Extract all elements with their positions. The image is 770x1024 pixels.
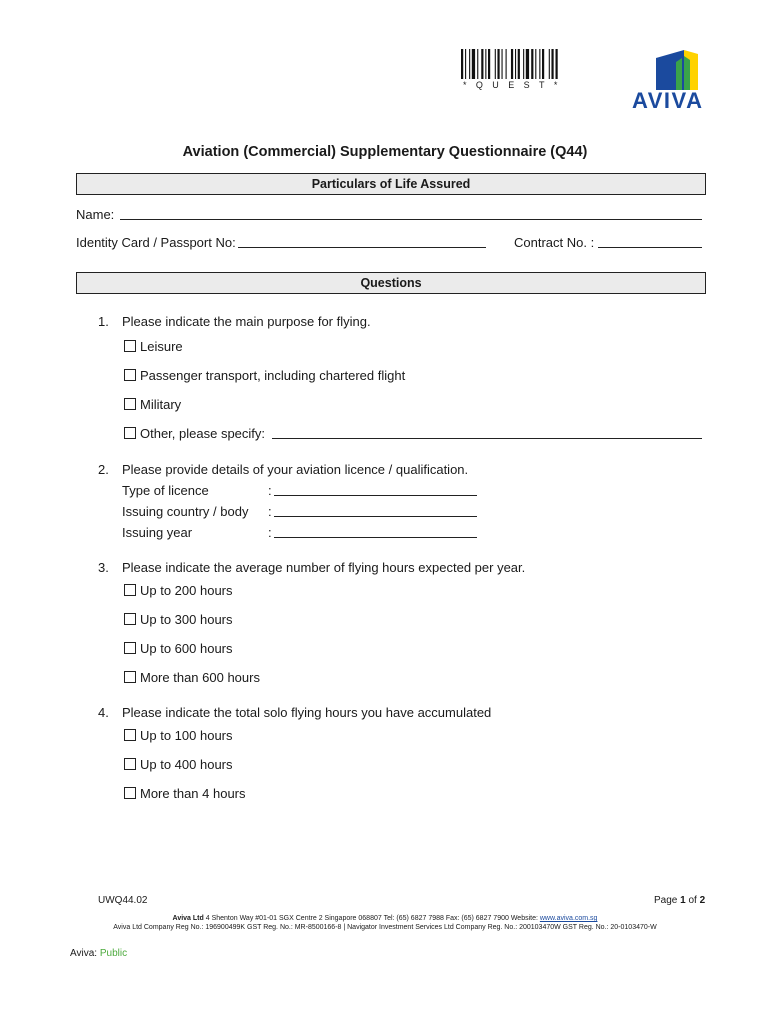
barcode-image <box>461 49 591 79</box>
checkbox-icon[interactable] <box>124 729 136 741</box>
q4-option[interactable]: Up to 100 hours <box>124 728 233 743</box>
issuing-year-field[interactable] <box>274 537 477 538</box>
q2-field-separator: : <box>268 504 272 519</box>
barcode-caption: *QUEST* <box>463 80 567 90</box>
q3-option[interactable]: Up to 300 hours <box>124 612 233 627</box>
issuing-country-field[interactable] <box>274 516 477 517</box>
checkbox-icon[interactable] <box>124 671 136 683</box>
checkbox-icon[interactable] <box>124 427 136 439</box>
checkbox-icon[interactable] <box>124 584 136 596</box>
q3-number: 3. <box>98 560 109 575</box>
q2-field-separator: : <box>268 525 272 540</box>
checkbox-icon[interactable] <box>124 758 136 770</box>
q1-option[interactable]: Military <box>124 397 181 412</box>
q1-other-field[interactable] <box>272 438 702 439</box>
company-registration: Aviva Ltd Company Reg No.: 196900499K GST Reg. No.: MR-8500166-8 | Navigator Investment Services Ltd Company Reg. No.: 200103470W GST Reg. No.: 20-0103470-W <box>113 924 657 931</box>
q3-option[interactable]: Up to 600 hours <box>124 641 233 656</box>
checkbox-icon[interactable] <box>124 642 136 654</box>
id-label: Identity Card / Passport No: <box>76 235 236 250</box>
name-field[interactable] <box>120 219 702 220</box>
questions-heading: Questions <box>76 272 706 294</box>
q2-field-label: Type of licence <box>122 483 209 498</box>
classification: Aviva: Public <box>70 948 128 959</box>
q4-number: 4. <box>98 705 109 720</box>
checkbox-icon[interactable] <box>124 398 136 410</box>
q1-option-other[interactable]: Other, please specify: <box>124 426 265 441</box>
q3-text: Please indicate the average number of flying hours expected per year. <box>122 560 526 575</box>
q3-option[interactable]: More than 600 hours <box>124 670 260 685</box>
licence-type-field[interactable] <box>274 495 477 496</box>
checkbox-icon[interactable] <box>124 787 136 799</box>
q4-option[interactable]: More than 4 hours <box>124 786 246 801</box>
q1-option[interactable]: Leisure <box>124 339 183 354</box>
contract-field[interactable] <box>598 247 702 248</box>
q1-number: 1. <box>98 314 109 329</box>
aviva-logo-text: AVIVA <box>632 88 704 113</box>
q1-option[interactable]: Passenger transport, including chartered flight <box>124 368 405 383</box>
page-title: Aviation (Commercial) Supplementary Questionnaire (Q44) <box>182 144 588 160</box>
checkbox-icon[interactable] <box>124 369 136 381</box>
form-code: UWQ44.02 <box>98 895 148 906</box>
name-label: Name: <box>76 207 115 222</box>
checkbox-icon[interactable] <box>124 340 136 352</box>
q3-option[interactable]: Up to 200 hours <box>124 583 233 598</box>
aviva-logo-icon <box>656 50 698 90</box>
q1-text: Please indicate the main purpose for flying. <box>122 314 371 329</box>
website-link[interactable]: www.aviva.com.sg <box>539 915 598 922</box>
q2-field-label: Issuing country / body <box>122 504 249 519</box>
particulars-heading: Particulars of Life Assured <box>76 173 706 195</box>
q2-text: Please provide details of your aviation licence / qualification. <box>122 462 469 477</box>
id-field[interactable] <box>238 247 486 248</box>
company-address: Aviva Ltd 4 Shenton Way #01-01 SGX Centre 2 Singapore 068807 Tel: (65) 6827 7988 Fax: (65) 6827 7900 Website: www.aviva.com.sg <box>172 915 598 922</box>
q2-field-label: Issuing year <box>122 525 193 540</box>
checkbox-icon[interactable] <box>124 613 136 625</box>
page-number: Page 1 of 2 <box>654 895 706 906</box>
q4-text: Please indicate the total solo flying hours you have accumulated <box>122 705 492 720</box>
q2-number: 2. <box>98 462 109 477</box>
q2-field-separator: : <box>268 483 272 498</box>
q4-option[interactable]: Up to 400 hours <box>124 757 233 772</box>
contract-label: Contract No. : <box>514 235 595 250</box>
